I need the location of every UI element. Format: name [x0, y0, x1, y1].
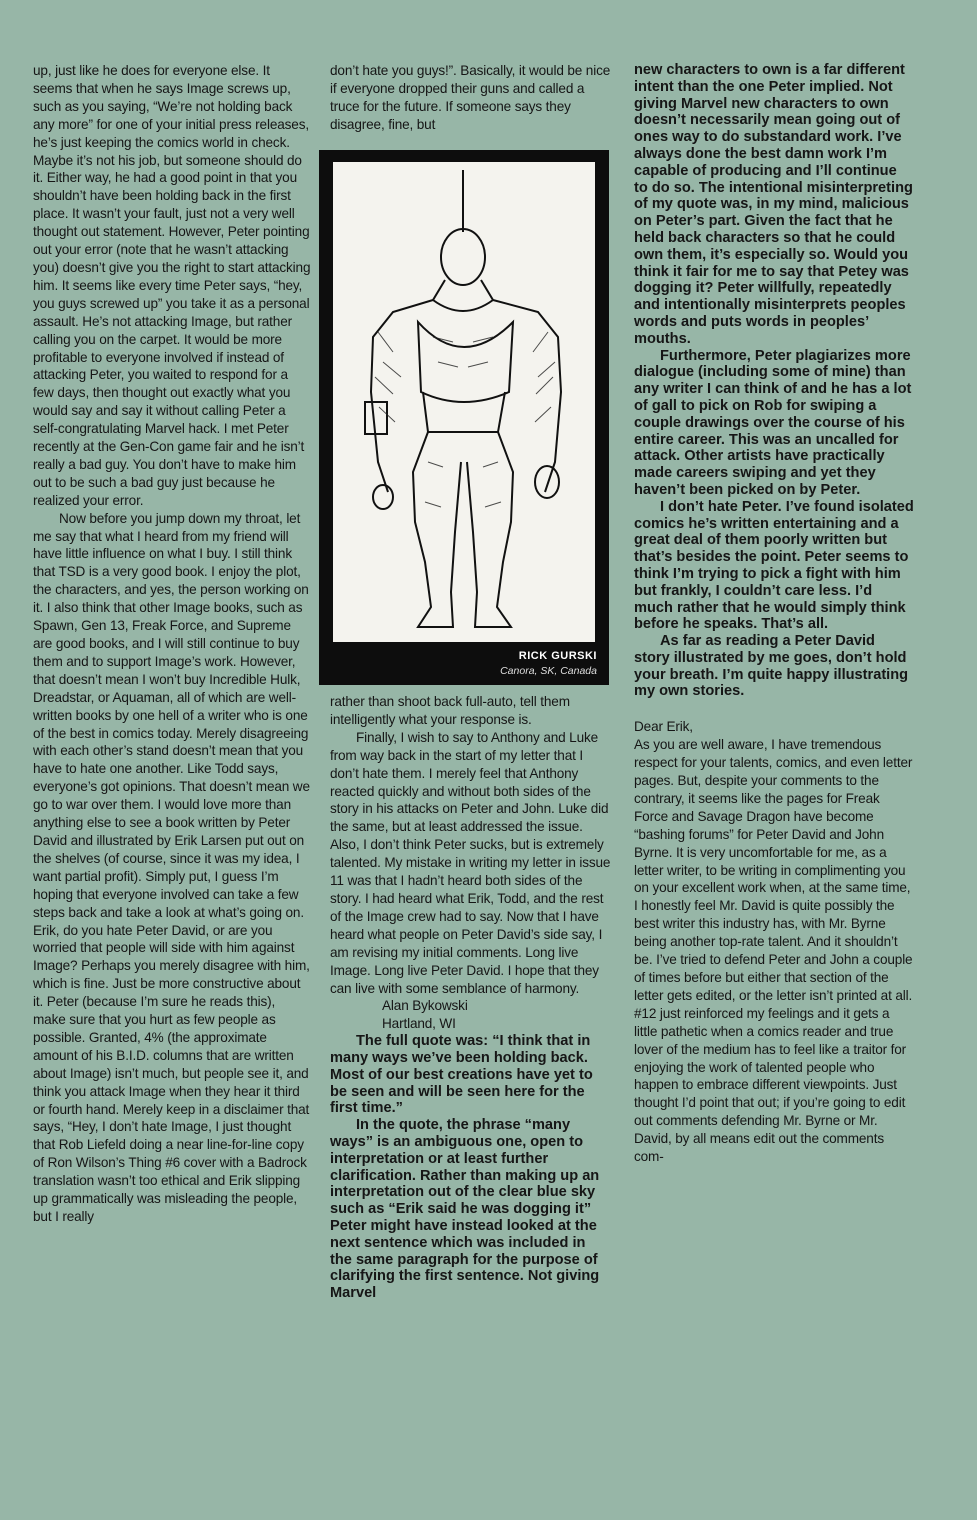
column-2-top	[330, 62, 611, 134]
letter-paragraph: rather than shoot back full-auto, tell them intelligently what your response is.	[330, 694, 570, 727]
editor-reply: new characters to own is a far different intent than the one Peter implied. Not giving Marvel new characters to own doesn’t necessarily mean going out of ones way to do substandard work. I’ve always done the best damn work I’m capable of producing and I’ll continue to do so. The intentional misinterpreting of my quote was, in my mind, malicious on Peter’s part. Given the fact that he held back characters so that he could own them, it’s especially so. Would you think it fair for me to say that Petey was dogging it? Peter willfully, repeatedly and intentionally misinterprets peoples words and puts words in peoples’ mouths.	[634, 62, 913, 347]
letter-paragraph: don’t hate you guys!”. Basically, it would be nice if everyone dropped their guns and called a truce for the future. If someone says they disagree, fine, but	[330, 63, 611, 132]
muscular-figure-drawing	[333, 162, 595, 642]
editor-reply: The full quote was: “I think that in many ways we’ve been holding back. Most of our best creations have yet to be seen and will be seen here for the first time.”	[330, 1033, 593, 1117]
artwork-illustration	[333, 162, 595, 642]
signature-location: Hartland, WI	[382, 1016, 456, 1032]
editor-reply: In the quote, the phrase “many ways” is an ambiguous one, open to interpretation or at least further clarification. Rather than making up an interpretation out of the clear blue sky such as “Erik said he was dogging it” Peter might have instead looked at the next sentence which was included in the same paragraph for the purpose of clarifying the first sentence. Not giving Marvel	[330, 1117, 600, 1302]
letter-paragraph: Finally, I wish to say to Anthony and Luke from way back in the start of my letter that I don’t hate them. I merely feel that Anthony reacted quickly and without both sides of the story in his attacks on Peter and John. Luke did the same, but at least addressed the issue. Also, I don’t think Peter sucks, but is extremely talented. My mistake in writing my letter in issue 11 was that I hadn’t heard both sides of the story. I had heard what Erik, Todd, and the rest of the Image crew had to say. Now that I have heard what people on Peter David’s side say, I am revising my initial comments. Long live Image. Long live Peter David. I hope that they can live with some semblance of harmony.	[330, 729, 611, 996]
column-1	[33, 62, 311, 1226]
editor-reply: As far as reading a Peter David story illustrated by me goes, don’t hold your breath. I’m quite happy illustrating my own stories.	[634, 633, 909, 700]
column-2-bottom	[330, 693, 611, 1302]
editor-reply: Furthermore, Peter plagiarizes more dialogue (including some of mine) than any writer I can think of and he has a lot of gall to pick on Rob for swiping a couple drawings over the course of his entire career. This was an uncalled for attack. Other artists have practically made careers swiping and yet they haven’t been picked on by Peter.	[634, 347, 912, 498]
column-3	[634, 62, 914, 1166]
letter-salutation: Dear Erik,	[634, 719, 693, 735]
signature-name: Alan Bykowski	[382, 998, 468, 1014]
artist-credit: RICK GURSKI	[518, 650, 597, 662]
letter-paragraph: up, just like he does for everyone else. It seems that when he says Image screws up, such as you saying, “We’re not holding back any more” for one of your initial press releases, he’s just keeping the comics world in check. Maybe it’s not his job, but someone should do it. Either way, he had a good point in that you shouldn’t have been holding back in the first place. It wasn’t your fault, just not a very well thought out statement. However, Peter pointing out your error (note that he wasn’t attacking you) doesn’t give you the right to start attacking him. It seems like every time Peter says, “hey, you guys screwed up” you take it as a personal assault. He’s not attacking Image, but rather calling you on the carpet. It would be more profitable to everyone involved if instead of attacking Peter, you waited to respond for a few days, then thought out exactly what you would say and say it without calling Peter a self-congratulating Marvel hack. I met Peter recently at the Gen-Con game fair and he isn’t really a bad guy. You don’t have to make him out to be such a bad guy just because he realized your error.	[33, 63, 311, 508]
editor-reply: I don’t hate Peter. I’ve found isolated comics he’s written entertaining and a great deal of them poorly written but that’s besides the point. Peter seems to think I’m trying to pick a fight with him but frankly, I couldn’t care less. I’d much rather that he would simply think before he speaks. That’s all.	[634, 498, 914, 633]
letter-paragraph: Now before you jump down my throat, let me say that what I heard from my friend will have little influence on what I buy. I still think that TSD is a very good book. I enjoy the plot, the characters, and yes, the person working on it. I also think that other Image books, such as Spawn, Gen 13, Freak Force, and Supreme are good books, and I will still continue to buy them and to support Image’s work. However, that doesn’t mean I won’t buy Incredible Hulk, Dreadstar, or Aquaman, all of which are well-written books by one hell of a writer who is one of the best in comics today. Merely disagreeing with each other’s stand doesn’t mean that you have to hate one another. Like Todd says, everyone’s got opinions. That doesn’t mean we go to war over them. I would love more than anything else to see a book written by Peter David and illustrated by Erik Larsen put out on the shelves (of course, since it was my idea, I want partial profit). Simply put, I guess I’m hoping that everyone involved can take a few steps back and take a look at what’s going on. Erik, do you hate Peter David, or are you worried that people will side with him against Image? Perhaps you merely disagree with him, which is fine. Just be more constructive about it. Peter (because I’m sure he reads this), make sure that you hurt as few people as possible. Granted, 4% (the approximate amount of his B.I.D. columns that are written about Image) isn’t much, but people see it, and think you attack Image when they hear it third or fourth hand. Merely keep in a disclaimer that says, “Hey, I don’t hate Image, I just thought that Rob Liefeld doing a near line-for-line copy of Ron Wilson’s Thing #6 cover with a Badrock translation wasn’t too ethical and Erik slipping up grammatically was misleading the people, but I really	[33, 510, 310, 1224]
reader-artwork	[319, 150, 609, 685]
artist-location: Canora, SK, Canada	[500, 665, 597, 677]
letter-paragraph: As you are well aware, I have tremendous respect for your talents, comics, and even letter pages. But, despite your comments to the contrary, it seems like the pages for Freak Force and Savage Dragon have become “bashing forums” for Peter David and John Byrne. It is very uncomfortable for me, as a letter writer, to be writing in complimenting you on your excellent work when, at the same time, I honestly feel Mr. David is quite possibly the best writer this industry has, with Mr. Byrne being another top-rate talent. And it shouldn’t be. I’ve tried to defend Peter and John a couple of times before but either that section of the letter gets edited, or the letter isn’t printed at all. #12 just reinforced my feelings and it gets a little pathetic when a comics reader and true lover of the medium has to feel like a traitor for enjoying the work of talented people who happen to embrace different viewpoints. Just thought I’d point that out; if you’re going to edit out comments defending Mr. Byrne or Mr. David, by all means edit out the comments com-	[634, 737, 913, 1165]
